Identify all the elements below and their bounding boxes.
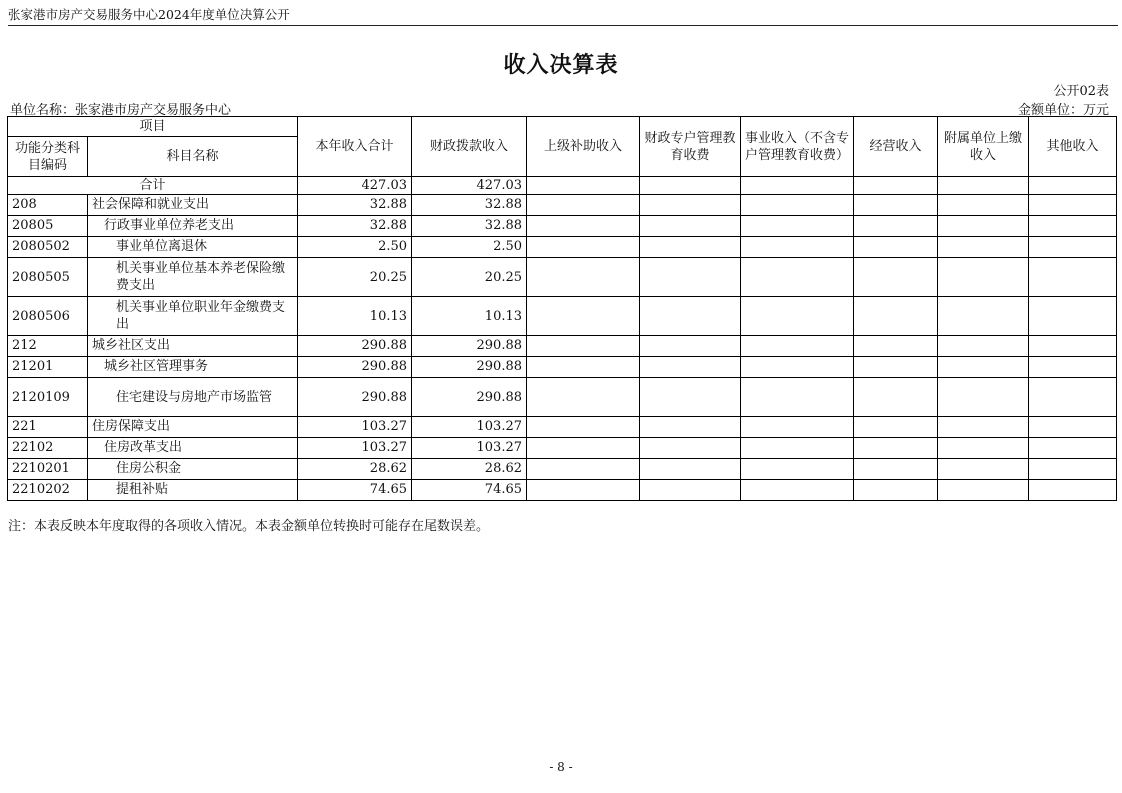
total-amount: 28.62 — [298, 459, 412, 480]
header-subject-name: 科目名称 — [88, 137, 298, 177]
header-func-code: 功能分类科目编码 — [8, 137, 88, 177]
func-code: 2210202 — [8, 480, 88, 501]
total-label: 合计 — [8, 177, 298, 195]
func-code: 21201 — [8, 357, 88, 378]
header-superior: 上级补助收入 — [527, 117, 640, 177]
total-amount: 427.03 — [298, 177, 412, 195]
table-row — [8, 237, 1117, 258]
total-amount: 2.50 — [298, 237, 412, 258]
header-project: 项目 — [8, 117, 298, 137]
total-amount: 32.88 — [298, 216, 412, 237]
table-row — [8, 459, 1117, 480]
fiscal-amount: 103.27 — [412, 417, 527, 438]
fiscal-amount: 290.88 — [412, 378, 527, 417]
func-code: 2080505 — [8, 258, 88, 297]
income-table — [7, 116, 1117, 501]
header-special-edu: 财政专户管理教育收费 — [640, 117, 741, 177]
unit-name: 单位名称：张家港市房产交易服务中心 — [10, 103, 232, 118]
subject-name: 提租补贴 — [88, 480, 298, 501]
table-row — [8, 378, 1117, 417]
form-number: 公开02表 — [1053, 84, 1109, 99]
func-code: 2080502 — [8, 237, 88, 258]
amount-unit: 金额单位：万元 — [1017, 103, 1109, 118]
total-row — [8, 177, 1117, 195]
page-title: 收入决算表 — [503, 53, 619, 78]
subject-name: 行政事业单位养老支出 — [88, 216, 298, 237]
table-note: 注：本表反映本年度取得的各项收入情况。本表金额单位转换时可能存在尾数误差。 — [8, 519, 490, 534]
func-code: 2210201 — [8, 459, 88, 480]
subject-name: 住宅建设与房地产市场监管 — [88, 378, 298, 417]
subject-name: 住房公积金 — [88, 459, 298, 480]
subject-name: 住房改革支出 — [88, 438, 298, 459]
fiscal-amount: 28.62 — [412, 459, 527, 480]
func-code: 212 — [8, 336, 88, 357]
total-amount: 290.88 — [298, 357, 412, 378]
subject-name: 事业单位离退休 — [88, 237, 298, 258]
page-number: - 8 - — [549, 760, 573, 774]
fiscal-amount: 10.13 — [412, 297, 527, 336]
subject-name: 城乡社区管理事务 — [88, 357, 298, 378]
table-row — [8, 336, 1117, 357]
total-fiscal: 427.03 — [412, 177, 527, 195]
fiscal-amount: 32.88 — [412, 195, 527, 216]
total-amount: 74.65 — [298, 480, 412, 501]
func-code: 2080506 — [8, 297, 88, 336]
table-row — [8, 258, 1117, 297]
table-row — [8, 195, 1117, 216]
total-amount: 103.27 — [298, 417, 412, 438]
table-row — [8, 297, 1117, 336]
fiscal-amount: 290.88 — [412, 336, 527, 357]
total-amount: 103.27 — [298, 438, 412, 459]
header-fiscal: 财政拨款收入 — [412, 117, 527, 177]
header-affiliated: 附属单位上缴收入 — [938, 117, 1029, 177]
func-code: 20805 — [8, 216, 88, 237]
total-amount: 32.88 — [298, 195, 412, 216]
total-amount: 290.88 — [298, 378, 412, 417]
table-row — [8, 357, 1117, 378]
func-code: 208 — [8, 195, 88, 216]
subject-name: 社会保障和就业支出 — [88, 195, 298, 216]
header-total: 本年收入合计 — [298, 117, 412, 177]
total-amount: 290.88 — [298, 336, 412, 357]
fiscal-amount: 103.27 — [412, 438, 527, 459]
table-row — [8, 480, 1117, 501]
fiscal-amount: 74.65 — [412, 480, 527, 501]
table-row — [8, 216, 1117, 237]
subject-name: 住房保障支出 — [88, 417, 298, 438]
fiscal-amount: 32.88 — [412, 216, 527, 237]
table-row — [8, 417, 1117, 438]
func-code: 22102 — [8, 438, 88, 459]
document-header: 张家港市房产交易服务中心2024年度单位决算公开 — [8, 5, 1118, 26]
subject-name: 机关事业单位职业年金缴费支出 — [88, 297, 298, 336]
header-operating: 经营收入 — [854, 117, 938, 177]
header-business: 事业收入（不含专户管理教育收费） — [741, 117, 854, 177]
fiscal-amount: 290.88 — [412, 357, 527, 378]
subject-name: 城乡社区支出 — [88, 336, 298, 357]
header-other: 其他收入 — [1029, 117, 1117, 177]
table-row — [8, 438, 1117, 459]
total-amount: 20.25 — [298, 258, 412, 297]
func-code: 2120109 — [8, 378, 88, 417]
total-amount: 10.13 — [298, 297, 412, 336]
func-code: 221 — [8, 417, 88, 438]
fiscal-amount: 2.50 — [412, 237, 527, 258]
subject-name: 机关事业单位基本养老保险缴费支出 — [88, 258, 298, 297]
fiscal-amount: 20.25 — [412, 258, 527, 297]
